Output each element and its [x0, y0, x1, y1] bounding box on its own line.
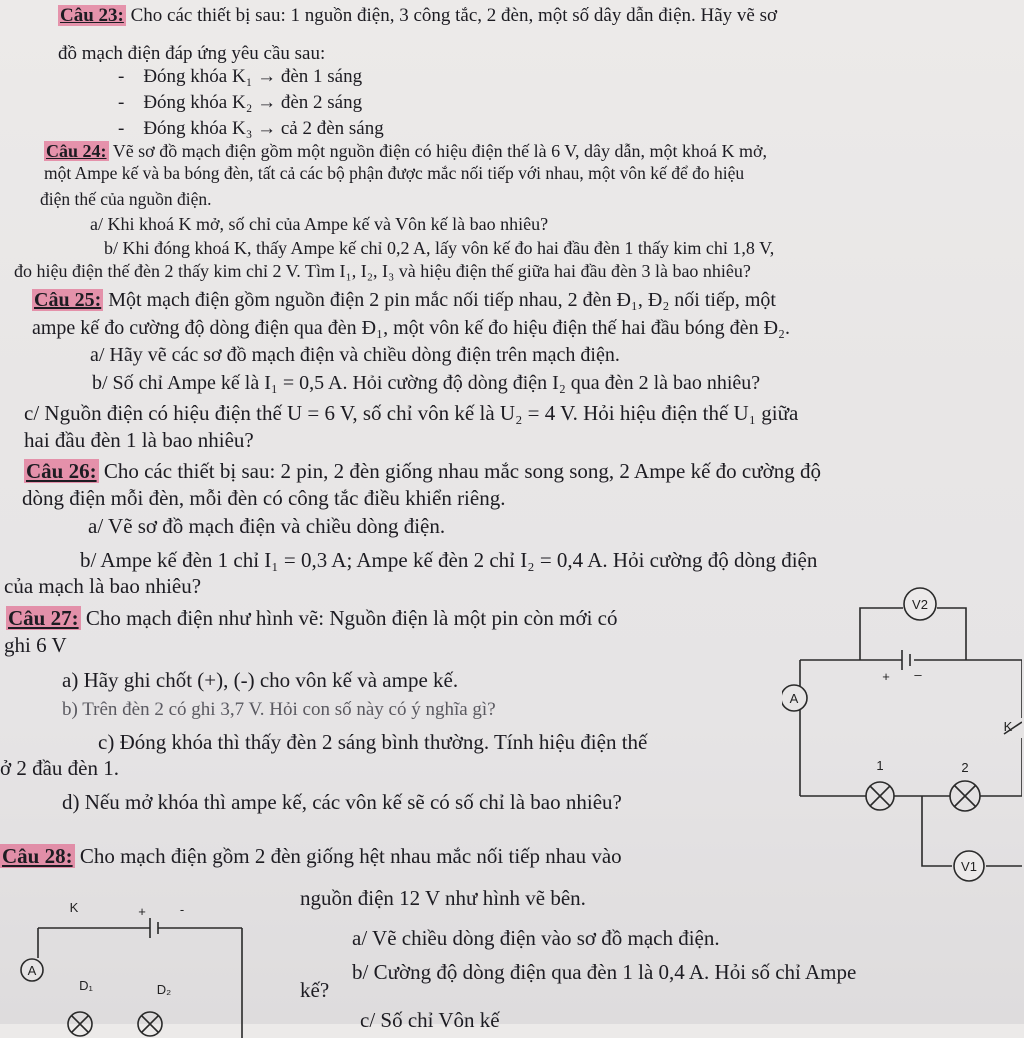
q24-b-1: b/ Khi đóng khoá K, thấy Ampe kế chỉ 0,2 A, lấy vôn kế đo hai đầu đèn 1 thấy kim chỉ 1,8 V, — [104, 238, 775, 258]
q28-switch-k-label: K — [69, 900, 79, 915]
q25-c-2: hai đầu đèn 1 là bao nhiêu? — [24, 428, 254, 452]
q23-text-1: Cho các thiết bị sau: 1 nguồn điện, 3 công tắc, 2 đèn, một số dây dẫn điện. Hãy vẽ sơ — [125, 5, 778, 26]
q24-b-2: đo hiệu điện thế đèn 2 thấy kim chỉ 2 V. Tìm I₁, I₂, I₃ và hiệu điện thế giữa hai đầu đèn 3 là bao nhiêu? — [14, 261, 751, 281]
q28-text-1: Cho mạch điện gồm 2 đèn giống hệt nhau mắc nối tiếp nhau vào — [74, 844, 622, 868]
q27-c-2: ở 2 đầu đèn 1. — [0, 756, 119, 780]
q27-line-2: ghi 6 V — [4, 633, 67, 657]
q27-text-1: Cho mạch điện như hình vẽ: Nguồn điện là một pin còn mới có — [80, 606, 618, 630]
q23-item-2: - Đóng khóa K₂ → đèn 2 sáng — [118, 92, 363, 113]
q23-line-2: đồ mạch điện đáp ứng yêu cầu sau: — [58, 43, 326, 64]
q26-line-2: dòng điện mỗi đèn, mỗi đèn có công tắc điều khiển riêng. — [22, 486, 506, 510]
ammeter-label: A — [789, 691, 799, 706]
q26-label: Câu 26: — [26, 459, 97, 483]
battery-plus-label: + — [882, 669, 890, 684]
q28-label: Câu 28: — [2, 844, 73, 868]
q24-line-3: điện thế của nguồn điện. — [40, 189, 212, 209]
q26-text-1: Cho các thiết bị sau: 2 pin, 2 đèn giống nhau mắc song song, 2 Ampe kế đo cường độ — [98, 459, 821, 483]
v2-label: V2 — [912, 597, 928, 612]
q28-lamp-2-icon — [138, 1012, 162, 1036]
q25-c-1: c/ Nguồn điện có hiệu điện thế U = 6 V, số chỉ vôn kế là U₂ = 4 V. Hỏi hiệu điện thế U₁ giữa — [24, 401, 799, 425]
q28-battery-minus-label: - — [179, 902, 185, 917]
q25-text-1: Một mạch điện gồm nguồn điện 2 pin mắc nối tiếp nhau, 2 đèn Đ₁, Đ₂ nối tiếp, một — [103, 289, 776, 311]
q23-item-3: - Đóng khóa K₃ → cả 2 đèn sáng — [118, 118, 384, 139]
q27-circuit-diagram — [782, 586, 1022, 896]
q28-ammeter-label: A — [27, 963, 37, 978]
q26-b-1: b/ Ampe kế đèn 1 chỉ I₁ = 0,3 A; Ampe kế đèn 2 chỉ I₂ = 0,4 A. Hỏi cường độ dòng điện — [80, 548, 818, 572]
q25-b: b/ Số chỉ Ampe kế là I₁ = 0,5 A. Hỏi cường độ dòng điện I₂ qua đèn 2 là bao nhiêu? — [92, 372, 761, 394]
q25-label: Câu 25: — [34, 289, 102, 311]
q28-battery-plus-label: + — [138, 904, 146, 919]
q27-d: d) Nếu mở khóa thì ampe kế, các vôn kế sẽ có số chỉ là bao nhiêu? — [62, 790, 622, 814]
q27-c-1: c) Đóng khóa thì thấy đèn 2 sáng bình thường. Tính hiệu điện thế — [98, 730, 648, 754]
q25-line-2: ampe kế đo cường độ dòng điện qua đèn Đ₁, một vôn kế đo hiệu điện thế hai đầu bóng đèn Đ₂. — [32, 317, 790, 339]
q28-circuit-diagram — [10, 888, 270, 1038]
q28-line-1 — [0, 846, 622, 867]
q27-line-1 — [6, 608, 618, 629]
q28-lamp-d1-label: D₁ — [79, 978, 93, 993]
q24-text-1: Vẽ sơ đồ mạch điện gồm một nguồn điện có hiệu điện thế là 6 V, dây dẫn, một khoá K mở, — [108, 141, 767, 161]
lamp-2-icon — [950, 781, 980, 811]
q24-a: a/ Khi khoá K mở, số chỉ của Ampe kế và Vôn kế là bao nhiêu? — [90, 214, 549, 234]
q24-label: Câu 24: — [46, 141, 107, 161]
q26-b-2: của mạch là bao nhiêu? — [4, 574, 202, 598]
switch-k-label: K — [1003, 719, 1013, 734]
q27-b: b) Trên đèn 2 có ghi 3,7 V. Hỏi con số này có ý nghĩa gì? — [62, 699, 496, 720]
q25-a: a/ Hãy vẽ các sơ đồ mạch điện và chiều dòng điện trên mạch điện. — [90, 344, 620, 366]
lamp-1-label: 1 — [876, 758, 884, 773]
q28-lamp-d2-label: D₂ — [156, 982, 172, 997]
q24-line-1 — [44, 142, 767, 160]
lamp-2-label: 2 — [961, 760, 969, 775]
q27-a: a) Hãy ghi chốt (+), (-) cho vôn kế và ampe kế. — [62, 668, 459, 692]
v1-label: V1 — [961, 859, 977, 874]
q26-a: a/ Vẽ sơ đồ mạch điện và chiều dòng điện. — [88, 514, 446, 538]
q24-line-2: một Ampe kế và ba bóng đèn, tất cả các bộ phận được mắc nối tiếp với nhau, một vôn kế để đo hiệu — [44, 163, 745, 183]
q23-item-1: - Đóng khóa K₁ → đèn 1 sáng — [118, 66, 363, 87]
q28-b-2: kế? — [300, 978, 330, 1002]
q26-line-1 — [24, 461, 821, 482]
q28-a: a/ Vẽ chiều dòng điện vào sơ đồ mạch điện. — [352, 926, 720, 950]
q23-label: Câu 23: — [60, 5, 124, 26]
q28-lamp-1-icon — [68, 1012, 92, 1036]
lamp-1-icon — [866, 782, 894, 810]
q28-c: c/ Số chỉ Vôn kế — [360, 1008, 500, 1032]
q27-label: Câu 27: — [8, 606, 79, 630]
battery-minus-label: – — [914, 667, 922, 682]
q28-b-1: b/ Cường độ dòng điện qua đèn 1 là 0,4 A. Hỏi số chỉ Ampe — [352, 960, 857, 984]
q23-line-1 — [58, 6, 777, 25]
q28-line-2: nguồn điện 12 V như hình vẽ bên. — [300, 886, 586, 910]
q25-line-1 — [32, 290, 776, 310]
